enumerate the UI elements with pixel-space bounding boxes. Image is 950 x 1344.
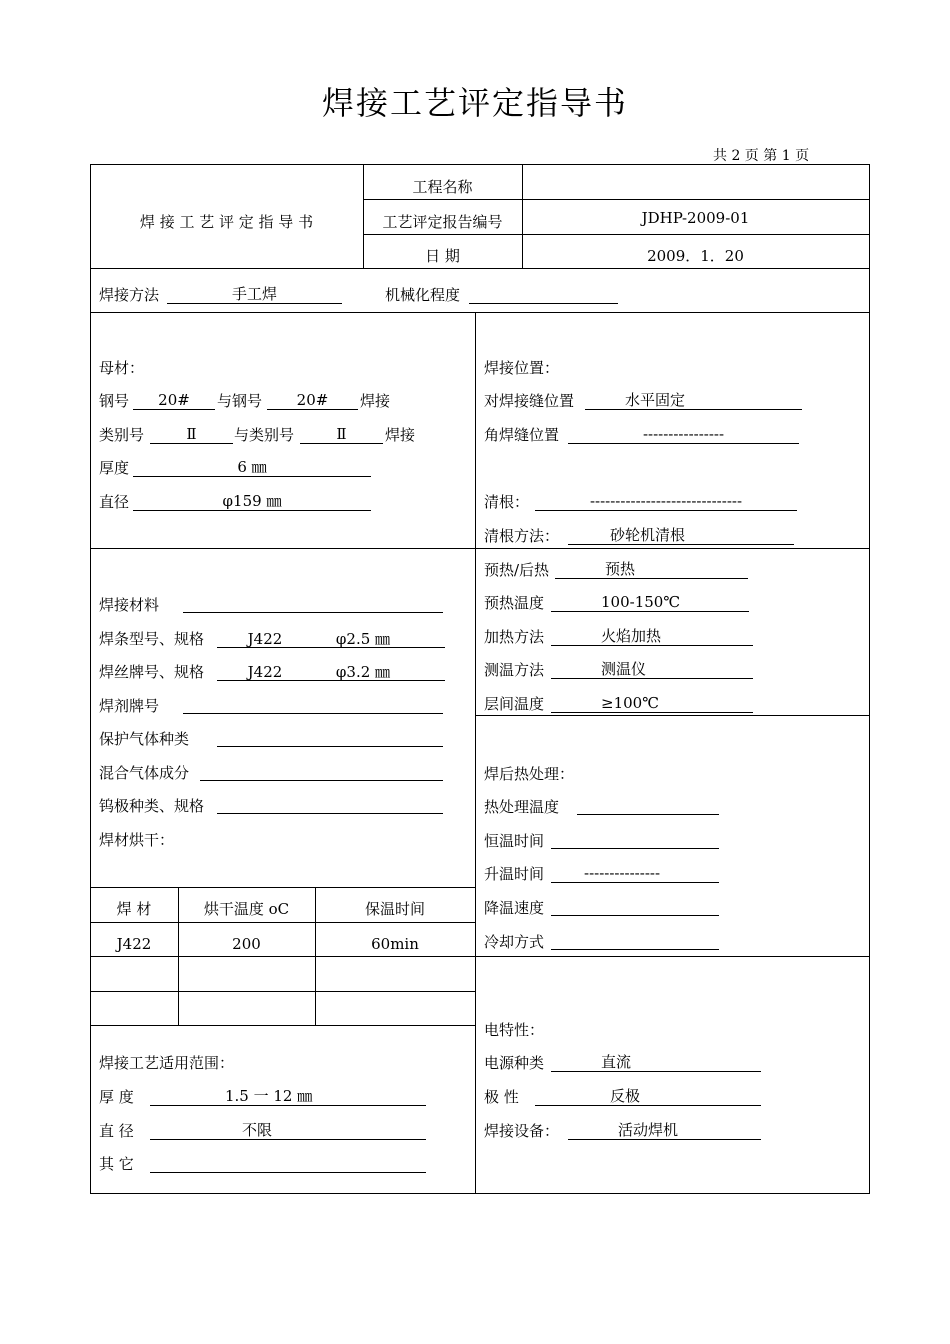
base-metal-heading: 母材： [99,359,145,377]
range-diameter-label: 直 径 [99,1122,134,1140]
cool-rate-underline [551,915,719,916]
category-label: 类别号 [99,426,145,444]
weld-word-1: 焊接 [360,392,391,410]
wire-spec: φ3.2 ㎜ [335,663,391,681]
preheat-underline [555,578,748,579]
welding-method-value: 手工焊 [231,285,277,303]
electrical-heading: 电特性： [484,1021,545,1039]
range-heading: 焊接工艺适用范围： [99,1054,235,1072]
steel-underline [133,409,215,410]
date-label: 日 期 [425,247,460,265]
with-steel-label: 与钢号 [217,392,263,410]
range-diameter-value: 不限 [242,1121,273,1139]
wire-label: 焊丝牌号、规格 [99,663,205,681]
flux-underline [183,713,443,714]
butt-position-label: 对焊接缝位置 [484,392,575,410]
page-info: 共 2 页 第 1 页 [713,148,810,164]
with-category-value: Ⅱ [336,425,347,443]
drying-label: 焊材烘干： [99,831,175,849]
polarity-underline [535,1105,761,1106]
gas-underline [217,746,443,747]
range-thickness-value: 1.5 一 12 ㎜ [225,1087,313,1105]
electrode-spec: φ2.5 ㎜ [335,630,391,648]
flux-label: 焊剂牌号 [99,697,160,715]
gas-label: 保护气体种类 [99,730,190,748]
with-steel-underline [267,409,358,410]
with-steel-value: 20# [296,391,329,409]
interpass-label: 层间温度 [484,695,545,713]
diameter-label: 直径 [99,493,130,511]
doc-name-label: 焊 接 工 艺 评 定 指 导 书 [139,213,314,231]
backgouge-method-value: 砂轮机清根 [610,526,686,544]
power-label: 电源种类 [484,1054,545,1072]
range-diameter-underline [150,1139,426,1140]
pwht-temp-underline [577,814,719,815]
project-name-label: 工程名称 [412,178,473,196]
mix-gas-label: 混合气体成分 [99,764,190,782]
measure-method-underline [551,678,753,679]
electrode-label: 焊条型号、规格 [99,630,205,648]
steel-label: 钢号 [99,392,130,410]
backgouge-value: ------------------------------ [589,492,743,510]
weld-word-2: 焊接 [385,426,416,444]
mechanization-label: 机械化程度 [385,286,461,304]
filler-label: 焊接材料 [99,596,160,614]
polarity-label: 极 性 [484,1088,519,1106]
welding-method-underline [167,303,342,304]
tungsten-label: 钨极种类、规格 [99,797,205,815]
electrode-underline [217,647,445,648]
wire-model: J422 [247,663,283,681]
welding-method-label: 焊接方法 [99,286,160,304]
steel-value: 20# [158,391,190,409]
range-other-label: 其 它 [99,1155,134,1173]
with-category-underline [300,443,383,444]
table-cell: 60min [371,935,419,953]
mix-gas-underline [200,780,443,781]
mechanization-underline [469,303,618,304]
preheat-label: 预热/后热 [484,561,550,579]
range-thickness-underline [150,1105,426,1106]
filler-underline [183,612,443,613]
table-header: 焊 材 [116,900,152,918]
polarity-value: 反极 [610,1087,641,1105]
thickness-label: 厚度 [99,459,130,477]
power-underline [551,1071,761,1072]
backgouge-underline [535,510,797,511]
electrode-model: J422 [247,630,283,648]
date-value: 2009．1．20 [647,247,744,265]
interpass-underline [551,712,753,713]
cool-method-underline [551,949,719,950]
preheat-temp-value: 100-150℃ [601,593,681,611]
report-no-value: JDHP-2009-01 [641,209,750,227]
rise-time-underline [551,882,719,883]
range-thickness-label: 厚 度 [99,1088,134,1106]
power-value: 直流 [601,1053,632,1071]
butt-position-underline [585,409,802,410]
rise-time-value: --------------- [584,864,661,882]
category-underline [150,443,233,444]
equipment-underline [568,1139,761,1140]
table-cell: J422 [116,935,152,953]
with-category-label: 与类别号 [234,426,295,444]
thickness-value: 6 ㎜ [237,458,267,476]
fillet-position-label: 角焊缝位置 [484,426,560,444]
fillet-position-value: ---------------- [642,425,725,443]
cool-method-label: 冷却方式 [484,933,545,951]
range-other-underline [150,1172,426,1173]
cool-rate-label: 降温速度 [484,899,545,917]
pwht-heading: 焊后热处理： [484,765,575,783]
interpass-value: ≥100℃ [601,694,659,712]
document-title: 焊接工艺评定指导书 [321,84,628,122]
heating-method-value: 火焰加热 [601,627,662,645]
table-header: 烘干温度 oC [203,900,290,918]
pwht-temp-label: 热处理温度 [484,798,560,816]
heating-method-underline [551,645,753,646]
position-heading: 焊接位置： [484,359,560,377]
thickness-underline [133,476,371,477]
butt-position-value: 水平固定 [625,391,686,409]
diameter-value: φ159 ㎜ [222,492,282,510]
table-header: 保温时间 [364,900,425,918]
equipment-value: 活动焊机 [618,1121,679,1139]
backgouge-label: 清根： [484,493,530,511]
category-value: Ⅱ [186,425,197,443]
equipment-label: 焊接设备： [484,1122,560,1140]
backgouge-method-label: 清根方法： [484,527,560,545]
measure-method-value: 测温仪 [601,660,647,678]
fillet-position-underline [568,443,799,444]
hold-time-underline [551,848,719,849]
heating-method-label: 加热方法 [484,628,545,646]
preheat-value: 预热 [605,560,636,578]
report-no-label: 工艺评定报告编号 [382,213,503,231]
preheat-temp-underline [551,611,749,612]
table-cell: 200 [232,935,261,953]
diameter-underline [133,510,371,511]
hold-time-label: 恒温时间 [484,832,545,850]
backgouge-method-underline [568,544,794,545]
measure-method-label: 测温方法 [484,661,545,679]
wire-underline [217,680,445,681]
tungsten-underline [217,813,443,814]
rise-time-label: 升温时间 [484,865,545,883]
preheat-temp-label: 预热温度 [484,594,545,612]
